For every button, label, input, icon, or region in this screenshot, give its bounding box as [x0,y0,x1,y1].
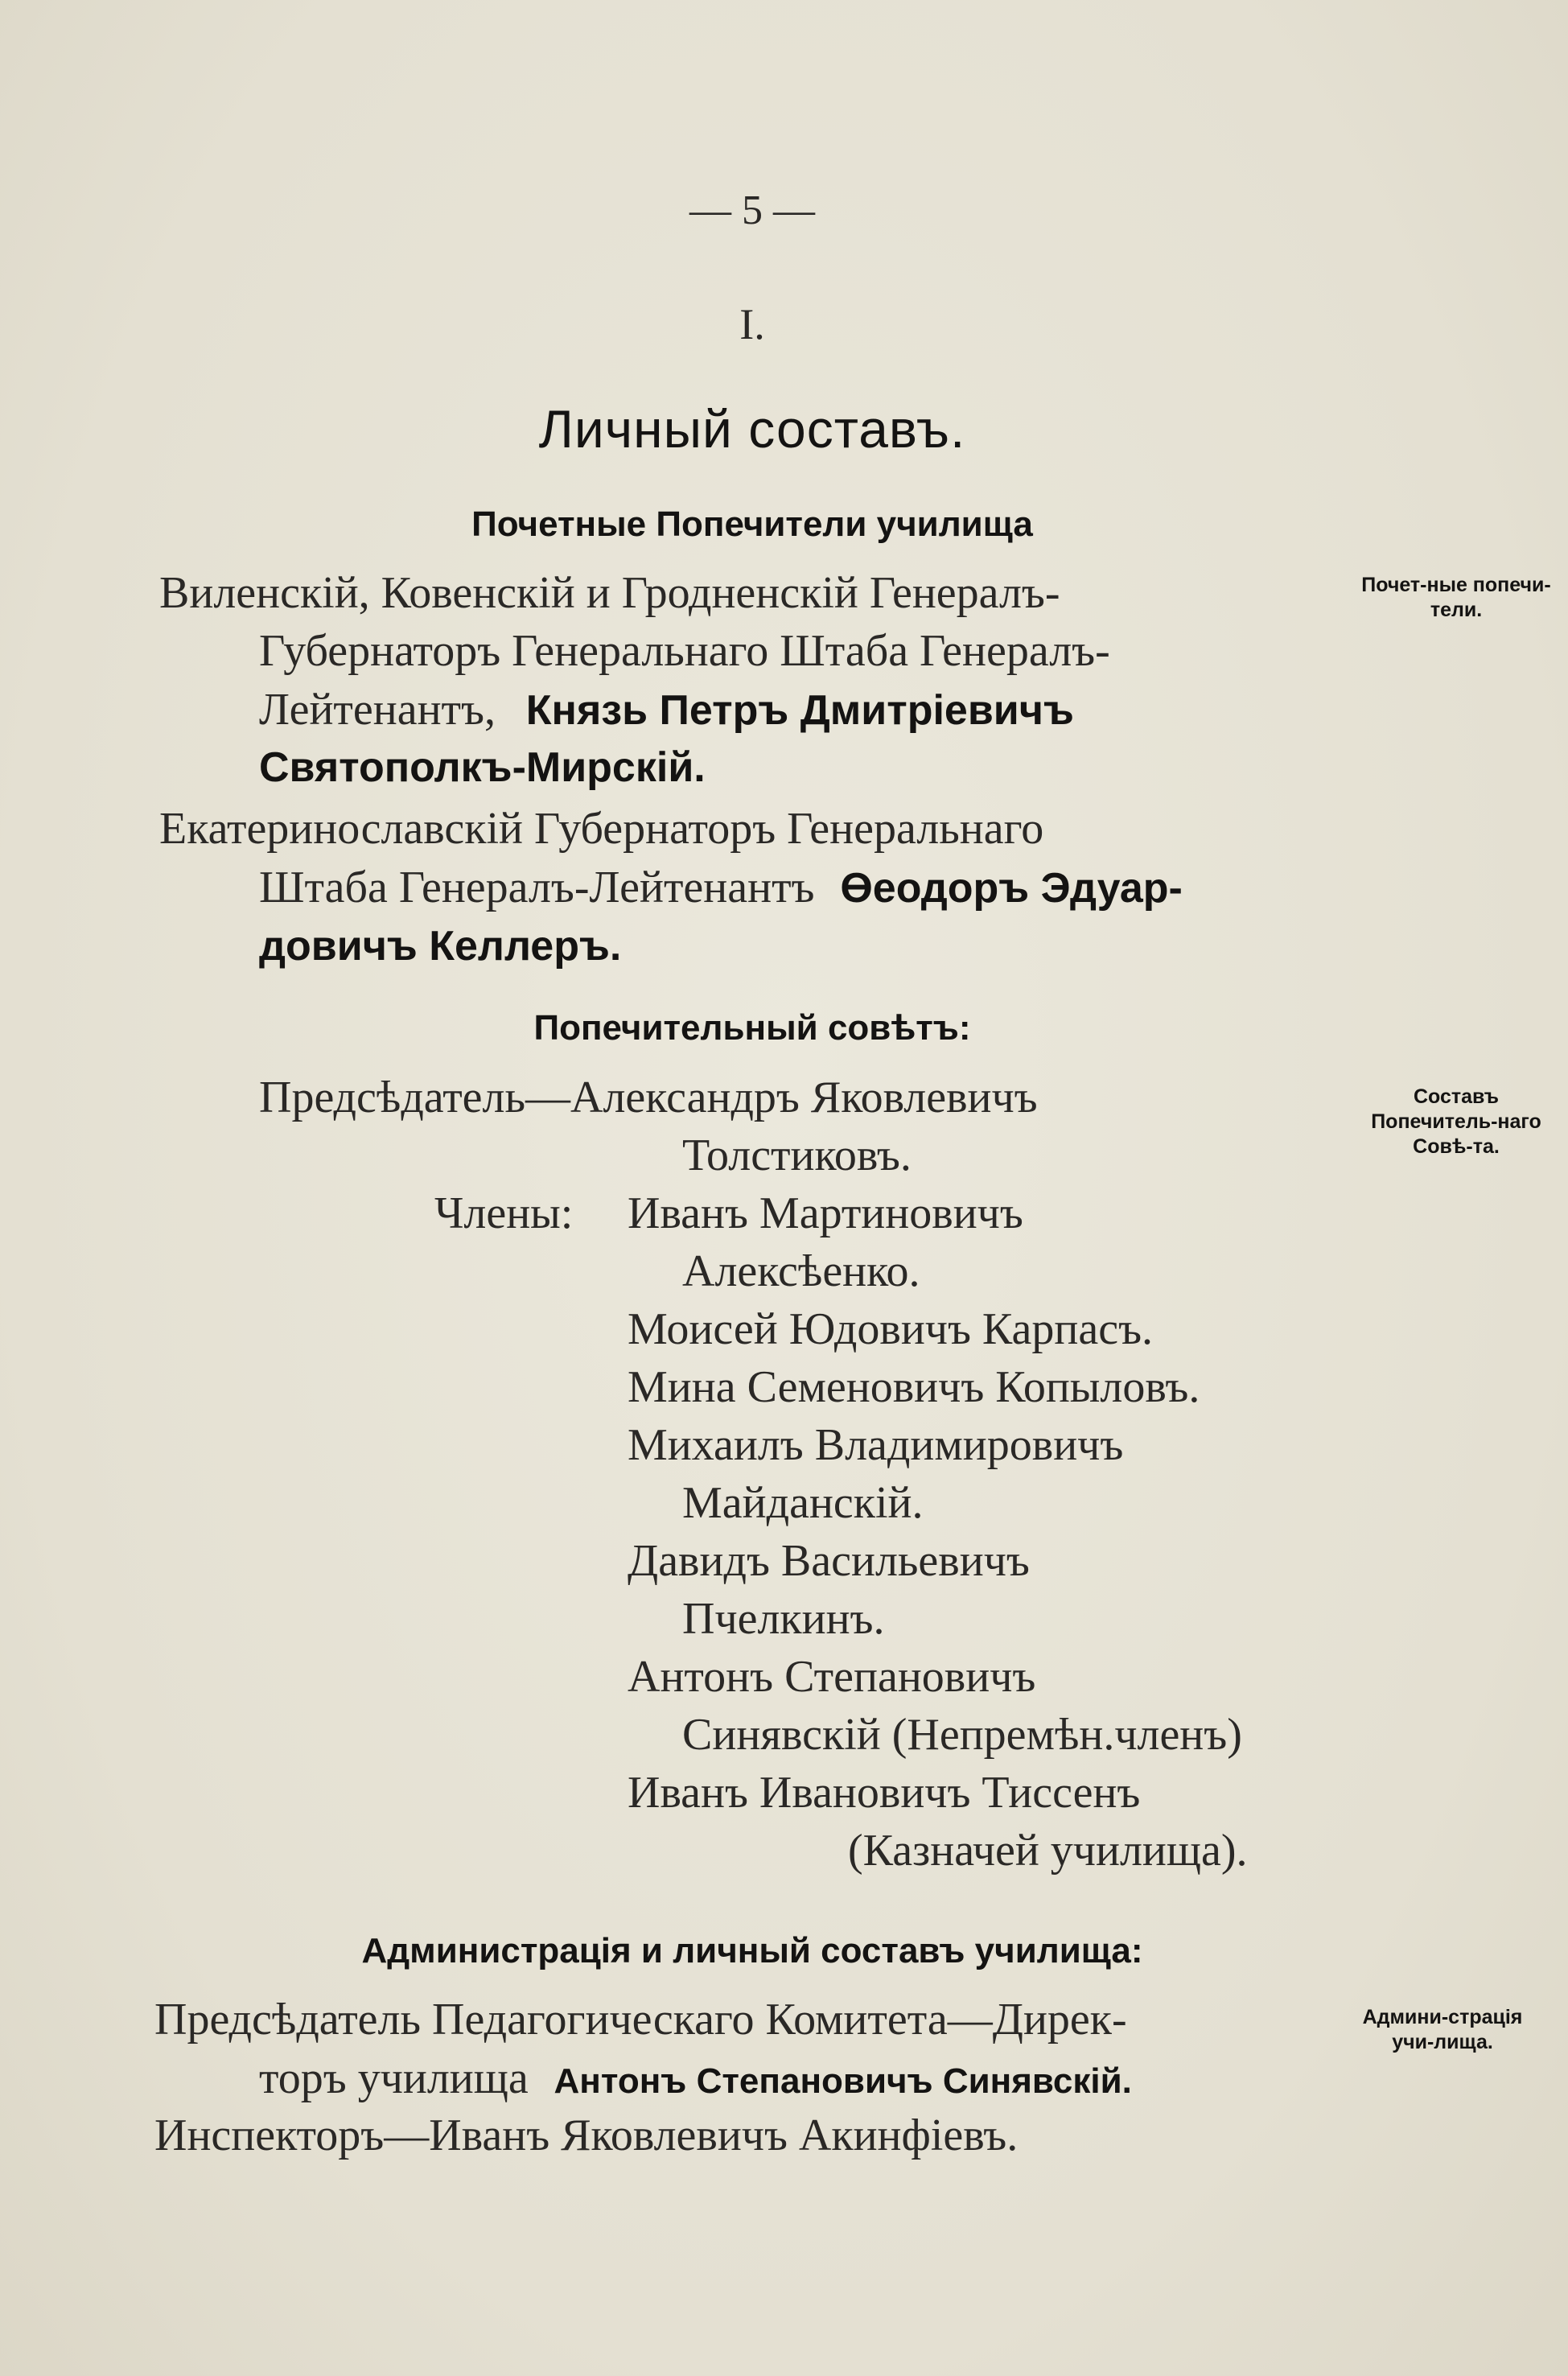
council-member-1-surname: Алексѣенко. [682,1246,920,1296]
admin-line1: Предсѣдатель Педагогическаго Комитета—Дирек- [154,1995,1127,2045]
council-member-5-surname: Пчелкинъ. [682,1594,885,1644]
honorary-entry1-line3 [259,683,1074,735]
admin-line3: Инспекторъ—Иванъ Яковлевичъ Акинфіевъ. [154,2110,1019,2160]
honorary-entry2-surname: довичъ Келлеръ. [259,923,622,970]
council-member-4-surname: Майданскій. [682,1478,924,1528]
honorary-entry2-rank: Штаба Генералъ-Лейтенантъ [259,863,815,912]
admin-heading: Администрація и личный составъ училища: [361,1931,1143,1970]
honorary-heading: Почетные Попечители училища [471,504,1033,544]
council-members-label: Члены: [434,1188,574,1238]
council-member-6-surname: Синявскій (Непремѣн.членъ) [682,1710,1242,1760]
admin-line2 [259,2052,1132,2104]
section-numeral: I. [739,300,765,348]
honorary-entry1-surname: Святополкъ-Мирскій. [259,744,706,791]
margin-note-admin: Админи-страція учи-лища. [1362,2006,1523,2053]
page-number: — 5 — [689,187,815,233]
margin-note-council: Составъ Попечитель-наго Совѣ-та. [1371,1085,1541,1158]
margin-note-honorary: Почет-ные попечи-тели. [1361,574,1551,621]
honorary-entry1-name: Князь Петръ Дмитріевичъ [525,687,1074,734]
council-member-1-name: Иванъ Мартиновичъ [628,1188,1023,1238]
council-heading: Попечительный совѣтъ: [533,1008,971,1048]
admin-director-title: торъ училища [259,2053,529,2103]
council-member-5-name: Давидъ Васильевичъ [628,1536,1030,1586]
council-chair-surname: Толстиковъ. [682,1130,912,1180]
council-member-7-role: (Казначей училища). [848,1826,1248,1876]
honorary-entry1-line2: Губернаторъ Генеральнаго Штаба Генералъ- [259,626,1110,676]
honorary-entry1-line1: Виленскій, Ковенскій и Гродненскій Генералъ- [159,568,1060,618]
honorary-entry2-line1: Екатеринославскій Губернаторъ Генеральнаго [159,804,1044,854]
honorary-entry2-name: Өеодоръ Эдуар- [840,865,1183,912]
council-member-4-name: Михаилъ Владимировичъ [628,1420,1124,1470]
honorary-entry2-line2 [259,861,1183,913]
council-member-6-name: Антонъ Степановичъ [628,1652,1036,1702]
admin-director-name: Антонъ Степановичъ Синявскій. [554,2061,1132,2101]
council-member-2: Моисей Юдовичъ Карпасъ. [628,1304,1154,1354]
council-chair-line: Предсѣдатель—Александръ Яковлевичъ [259,1073,1038,1122]
honorary-entry1-rank: Лейтенантъ, [259,685,496,735]
council-member-7-name: Иванъ Ивановичъ Тиссенъ [628,1768,1141,1818]
council-member-3: Мина Семеновичъ Копыловъ. [628,1362,1200,1412]
page-title: Личный составъ. [538,399,966,459]
